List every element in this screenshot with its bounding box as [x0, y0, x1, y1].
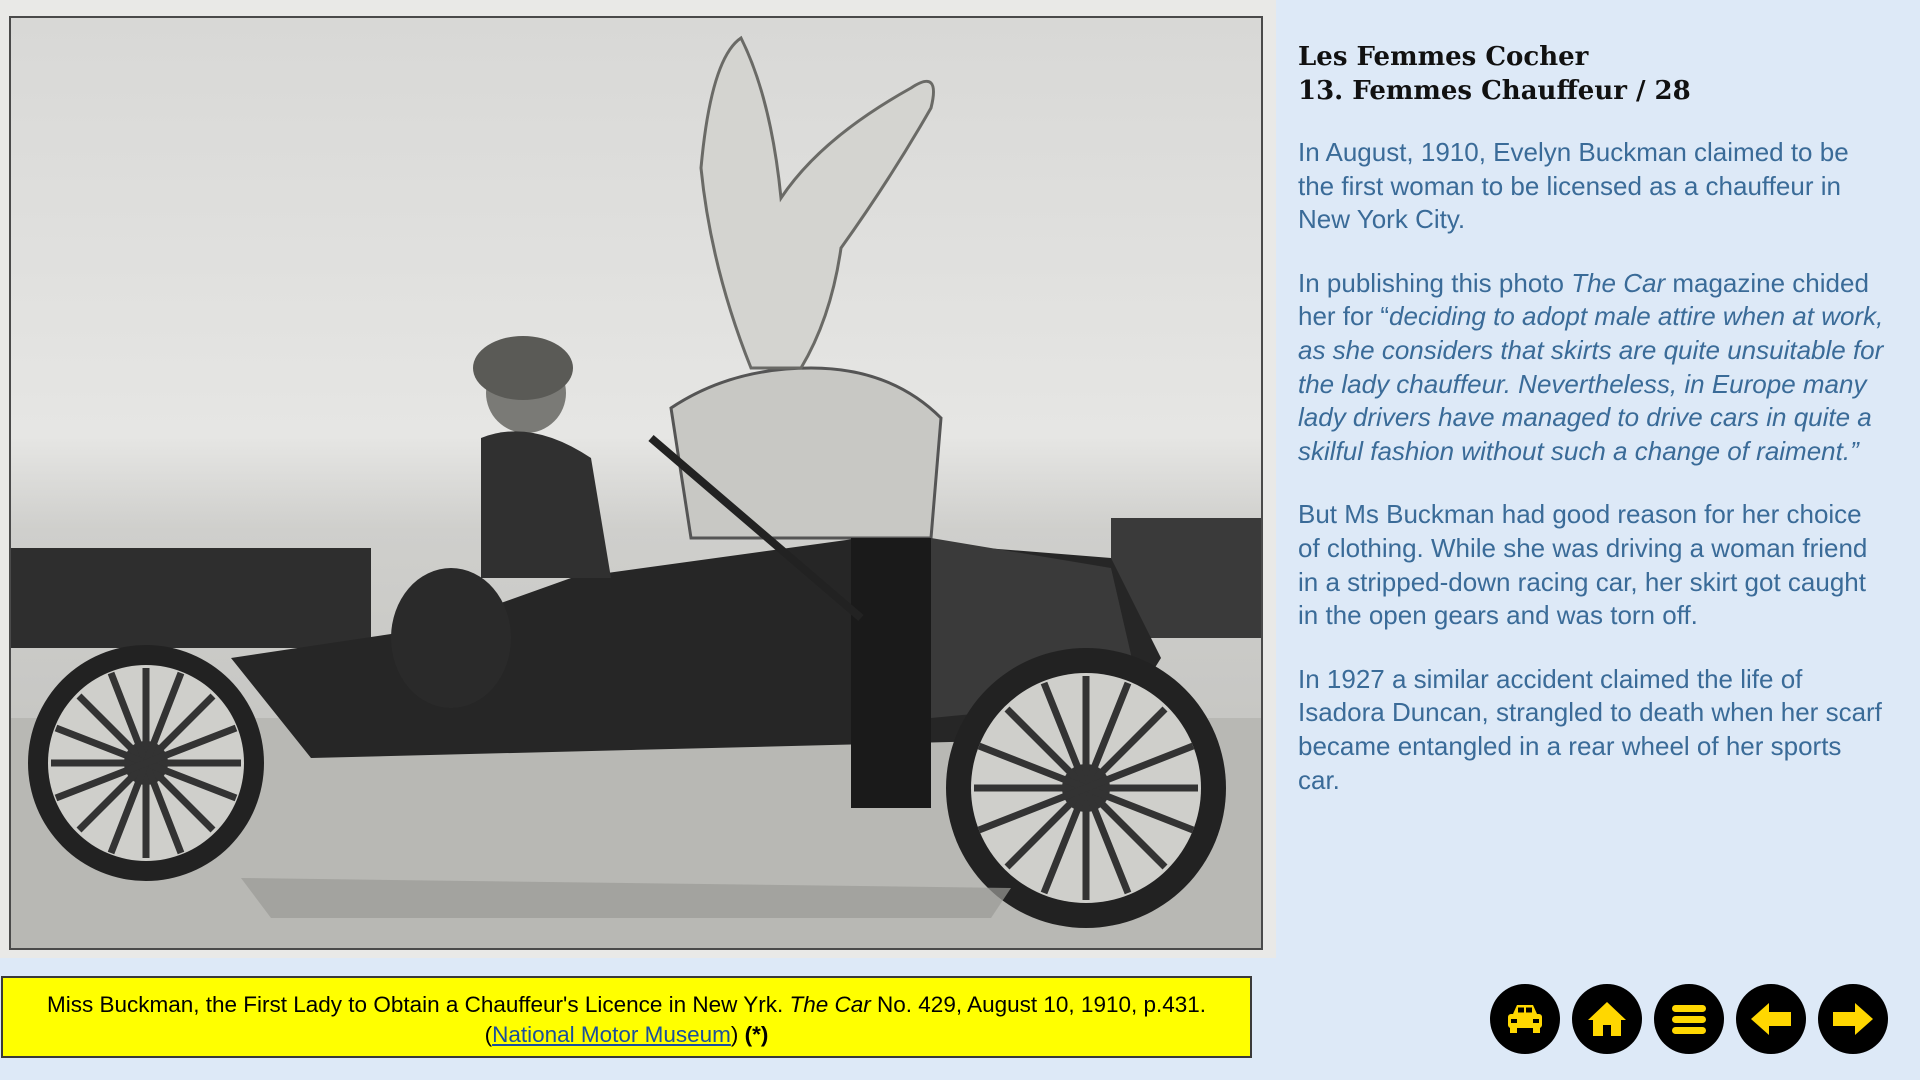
next-button[interactable] [1818, 984, 1888, 1054]
navigation-bar [1490, 984, 1888, 1054]
title-line-1: Les Femmes Cocher [1298, 42, 1589, 72]
title-line-2: 13. Femmes Chauffeur / 28 [1298, 76, 1691, 106]
caption-text-1: Miss Buckman, the First Lady to Obtain a Chauffeur's Licence in New Yrk. [46, 992, 790, 1017]
article-text [1298, 40, 1888, 797]
paragraph-2-part-c: magazine chided her for “ [1298, 267, 1869, 332]
home-button[interactable] [1572, 984, 1642, 1054]
paragraph-4: In 1927 a similar accident claimed the life of Isadora Duncan, strangled to death when her scarf became entangled in a rear wheel of her sports car. [1298, 663, 1882, 795]
paragraph-1: In August, 1910, Evelyn Buckman claimed to be the first woman to be licensed as a chauffeur in New York City. [1298, 137, 1849, 235]
menu-button[interactable] [1654, 984, 1724, 1054]
arrow-right-icon [1828, 994, 1878, 1044]
photo-caption [1, 976, 1252, 1058]
national-motor-museum-link[interactable]: National Motor Museum [492, 1022, 731, 1047]
previous-button[interactable] [1736, 984, 1806, 1054]
vintage-car-photo [9, 16, 1263, 950]
caption-text-2: No. 429, August 10, 1910, p.431. ( [484, 992, 1207, 1047]
menu-icon [1664, 994, 1714, 1044]
caption-mark: (*) [744, 1022, 769, 1047]
page-title [1298, 40, 1888, 108]
magazine-quote: deciding to adopt male attire when at work, as she considers that skirts are quite unsuitable for the lady chauffeur. Nevertheless, in Europe many lady drivers have managed to drive cars in quite a skilful fashion without such a change of raiment.” [1298, 301, 1884, 466]
paragraph-2-part-a: In publishing this photo [1298, 267, 1572, 298]
home-icon [1582, 994, 1632, 1044]
paragraph-3: But Ms Buckman had good reason for her choice of clothing. While she was driving a woman friend in a stripped-down racing car, her skirt got caught in the open gears and was torn off. [1298, 499, 1868, 631]
caption-text-3: ) [730, 1022, 745, 1047]
caption-magazine: The Car [789, 992, 871, 1017]
arrow-left-icon [1746, 994, 1796, 1044]
taxi-icon [1500, 994, 1550, 1044]
magazine-title: The Car [1571, 267, 1666, 298]
taxi-button[interactable] [1490, 984, 1560, 1054]
paragraph-2 [1298, 267, 1888, 469]
